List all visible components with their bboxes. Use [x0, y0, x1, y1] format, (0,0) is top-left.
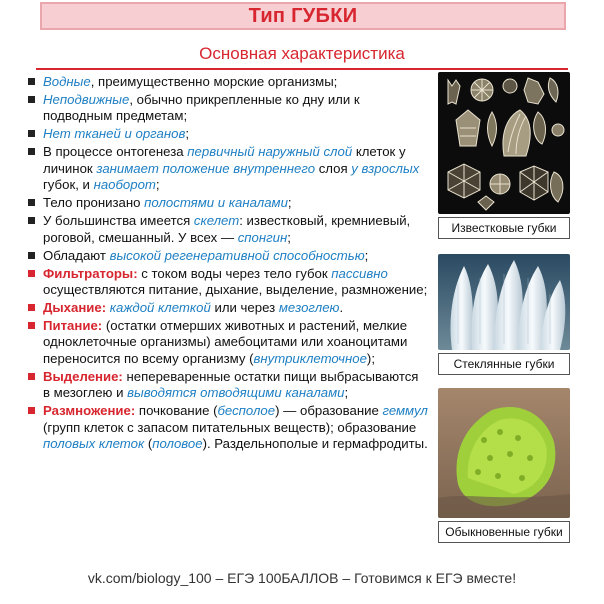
list-item — [28, 403, 428, 452]
term-highlight: половых клеток — [43, 436, 145, 452]
text-segment: слоя — [315, 160, 352, 176]
text-segment: (групп клеток с запасом питательных веществ); образование — [43, 419, 417, 435]
list-item — [28, 300, 428, 316]
section-label: Дыхание: — [43, 300, 107, 316]
term-highlight: первичный наружный слой — [187, 144, 353, 160]
section-label: Фильтраторы: — [43, 265, 138, 281]
text-segment: У большинства имеется — [43, 213, 194, 229]
text-segment: ; — [344, 385, 349, 401]
list-item — [28, 126, 428, 142]
section-label: Питание: — [43, 318, 103, 334]
term-highlight: высокой регенеративной способностью — [109, 247, 365, 263]
common-sponges-image — [438, 388, 570, 518]
term-highlight: скелет — [193, 213, 240, 229]
text-segment: с током воды через тело губок — [137, 265, 332, 281]
text-segment: губок, и — [43, 177, 94, 193]
bullet-marker — [28, 148, 35, 155]
list-item — [28, 144, 428, 193]
bullet-marker — [28, 322, 35, 329]
calcareous-caption: Известковые губки — [438, 217, 570, 239]
calcareous-sponges-image — [438, 72, 570, 214]
term-highlight: спонгин — [237, 229, 288, 245]
bullet-marker — [28, 130, 35, 137]
text-segment: ; — [364, 247, 369, 263]
list-item — [28, 195, 428, 211]
figure-common — [438, 388, 570, 543]
text-segment: ). Раздельнополые и гермафродиты. — [202, 436, 428, 452]
footer-source: vk.com/biology_100 – ЕГЭ 100БАЛЛОВ – Готовимся к ЕГЭ вместе! — [87, 570, 517, 586]
subtitle-underline — [36, 68, 568, 70]
text-segment: клеток у личинок — [43, 144, 406, 176]
text-segment: Тело пронизано — [43, 195, 145, 211]
text-segment: или через — [210, 300, 279, 316]
bullet-marker — [28, 217, 35, 224]
text-segment: ; — [287, 229, 291, 245]
text-segment: . — [339, 300, 344, 316]
list-item — [28, 92, 428, 125]
section-subtitle: Основная характеристика — [199, 44, 405, 63]
bullet-marker — [28, 78, 35, 85]
text-segment: непереваренные остатки пищи выбрасываются в мезоглею и — [43, 368, 419, 401]
bullet-marker — [28, 252, 35, 259]
term-highlight: выводятся отводящими каналами — [127, 385, 345, 401]
list-item — [28, 318, 428, 367]
term-highlight: половое — [152, 436, 203, 452]
term-highlight: внутриклеточное — [253, 350, 367, 366]
term-highlight: наоборот — [93, 177, 156, 193]
text-segment: ; — [185, 126, 189, 142]
glass-sponges-image — [438, 254, 570, 350]
list-item — [28, 213, 428, 246]
term-highlight: бесполое — [217, 403, 276, 419]
text-segment: ); — [366, 350, 375, 366]
list-item — [28, 248, 428, 264]
figure-calcareous — [438, 72, 570, 239]
term-highlight: Нет тканей и органов — [43, 126, 186, 142]
text-segment: : известковый, кремниевый, роговой, смешанный. У всех — — [43, 213, 411, 245]
list-item — [28, 266, 428, 299]
page-title: Тип ГУБКИ — [248, 4, 358, 27]
bullet-marker — [28, 407, 35, 414]
bullet-marker — [28, 304, 35, 311]
text-segment: ( — [144, 436, 153, 452]
text-segment: ; — [155, 177, 160, 193]
bullet-marker — [28, 270, 35, 277]
characteristics-list — [28, 74, 428, 454]
bullet-marker — [28, 373, 35, 380]
list-item — [28, 369, 428, 402]
term-highlight: Неподвижные — [43, 92, 130, 107]
term-highlight: мезоглею — [278, 300, 340, 316]
list-item — [28, 74, 428, 90]
text-segment: ) — образование — [275, 403, 383, 419]
term-highlight: у взрослых — [351, 160, 420, 176]
text-segment: , обычно прикрепленные ко дну или к подводным предметам; — [43, 92, 360, 124]
section-label: Размножение: — [43, 403, 136, 419]
glass-caption: Стеклянные губки — [438, 353, 570, 375]
term-highlight: занимает положение внутреннего — [96, 160, 316, 176]
common-caption: Обыкновенные губки — [438, 521, 570, 543]
title-banner — [40, 2, 566, 30]
term-highlight: Водные — [43, 74, 91, 89]
term-highlight: пассивно — [331, 265, 388, 281]
term-highlight: каждой клеткой — [109, 300, 211, 316]
figure-glass — [438, 254, 570, 375]
text-segment: , преимущественно морские организмы; — [90, 74, 338, 89]
term-highlight: полостями и каналами — [144, 195, 288, 211]
text-segment: осуществляются питание, дыхание, выделение, размножение; — [43, 282, 428, 298]
term-highlight: геммул — [382, 403, 428, 419]
text-segment: В процессе онтогенеза — [43, 144, 188, 160]
text-segment: ; — [287, 195, 292, 211]
text-segment: Обладают — [43, 247, 110, 263]
bullet-marker — [28, 199, 35, 206]
text-segment: почкование ( — [135, 403, 218, 419]
text-segment: (остатки отмерших животных и растений, мелкие одноклеточные организмы) амебоцитами или хоаноцитами переносится по всему организму ( — [43, 318, 408, 366]
section-label: Выделение: — [43, 368, 123, 384]
bullet-marker — [28, 96, 35, 103]
